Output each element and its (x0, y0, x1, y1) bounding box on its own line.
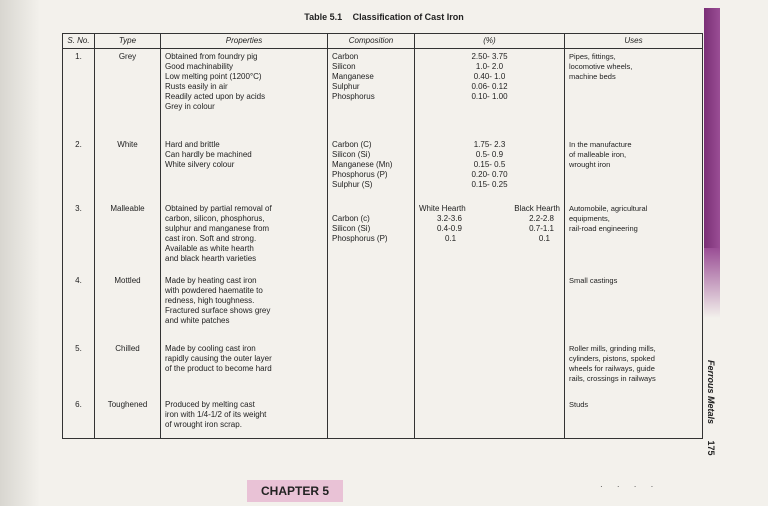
percent-value: 0.15- 0.5 (473, 159, 506, 169)
row-type: Grey (95, 49, 161, 137)
use-line: Pipes, fittings, (569, 52, 616, 61)
white-hearth-value: 3.2-3.6 (437, 213, 462, 223)
chapter-tab: CHAPTER 5 (247, 480, 343, 502)
table-number: Table 5.1 (304, 12, 343, 22)
percent-value: 1.0- 2.0 (475, 62, 504, 71)
property-line: carbon, silicon, phosphorus, (165, 213, 265, 223)
use-line: rail-road engineering (569, 223, 638, 233)
property-line: rapidly causing the outer layer (165, 353, 272, 363)
property-line: of the product to become hard (165, 363, 272, 373)
header-composition: Composition (328, 34, 415, 49)
property-line: Grey in colour (165, 102, 215, 111)
header-type: Type (95, 34, 161, 49)
row-composition (328, 201, 415, 273)
property-line: Obtained by partial removal of (165, 203, 272, 213)
row-number: 3. (63, 201, 95, 273)
white-hearth-value: 0.4-0.9 (437, 223, 462, 233)
table-title: Classification of Cast Iron (352, 12, 464, 22)
row-uses (565, 397, 703, 439)
table-header-row (63, 34, 703, 49)
hearth-row (419, 224, 560, 234)
property-line: White silvery colour (165, 159, 235, 169)
use-line: Roller mills, grinding mills, (569, 343, 656, 353)
row-properties (161, 49, 328, 137)
hearth-row (419, 214, 560, 224)
percent-value: 0.40- 1.0 (473, 72, 506, 81)
row-number: 5. (63, 341, 95, 397)
white-hearth-header: White Hearth (419, 203, 466, 213)
row-percent (415, 397, 565, 439)
row-properties (161, 341, 328, 397)
element-name: Carbon (332, 52, 359, 61)
row-percent (415, 341, 565, 397)
row-type: Toughened (95, 397, 161, 439)
element-name: Silicon (Si) (332, 149, 371, 159)
property-line: Rusts easily in air (165, 82, 228, 91)
percent-value: 0.15- 0.25 (471, 179, 508, 189)
table-row (63, 397, 703, 439)
row-percent (415, 201, 565, 273)
element-name: Phosphorus (P) (332, 169, 388, 179)
use-line: of malleable iron, (569, 149, 627, 159)
property-line: Readily acted upon by acids (165, 92, 266, 101)
table-row (63, 49, 703, 137)
row-composition (328, 341, 415, 397)
black-hearth-header: Black Hearth (514, 203, 560, 213)
row-uses (565, 273, 703, 341)
element-name: Carbon (C) (332, 139, 372, 149)
percent-value: 0.10- 1.00 (471, 92, 508, 101)
element-name: Silicon (332, 62, 356, 71)
percent-value: 1.75- 2.3 (473, 139, 506, 149)
element-name: Sulphur (332, 82, 360, 91)
table-row (63, 341, 703, 397)
page-number: 175 (706, 440, 716, 456)
row-composition (328, 273, 415, 341)
element-name: Sulphur (S) (332, 179, 373, 189)
use-line: equipments, (569, 213, 610, 223)
header-properties: Properties (161, 34, 328, 49)
black-hearth-value: 2.2-2.8 (529, 213, 554, 223)
row-composition (328, 397, 415, 439)
property-line: with powdered haematite to (165, 285, 263, 295)
row-composition (328, 49, 415, 137)
use-line: In the manufacture (569, 139, 632, 149)
property-line: cast iron. Soft and strong. (165, 233, 257, 243)
row-properties (161, 273, 328, 341)
page-shadow (0, 0, 40, 506)
property-line: of wrought iron scrap. (165, 419, 242, 429)
hearth-headers (419, 204, 560, 214)
use-line: cylinders, pistons, spoked (569, 353, 655, 363)
property-line: Produced by melting cast (165, 399, 255, 409)
row-number: 6. (63, 397, 95, 439)
row-properties (161, 397, 328, 439)
use-line: Automobile, agricultural (569, 203, 648, 213)
property-line: Obtained from foundry pig (165, 52, 258, 61)
hearth-row (419, 234, 560, 244)
row-number: 1. (63, 49, 95, 137)
property-line: Good machinability (165, 62, 234, 71)
white-hearth-value: 0.1 (445, 233, 457, 243)
row-uses (565, 201, 703, 273)
use-line: Small castings (569, 275, 618, 285)
row-uses (565, 137, 703, 201)
header-sno: S. No. (63, 34, 95, 49)
percent-value: 0.20- 0.70 (471, 169, 508, 179)
print-specks: · · · · (600, 482, 660, 491)
running-head (706, 360, 716, 456)
running-head-section: Ferrous Metals (706, 360, 716, 425)
row-type: White (95, 137, 161, 201)
table-row (63, 201, 703, 273)
property-line: iron with 1/4-1/2 of its weight (165, 409, 267, 419)
element-name: Phosphorus (332, 92, 375, 101)
header-uses: Uses (565, 34, 703, 49)
chapter-color-bar (704, 8, 720, 248)
row-uses (565, 49, 703, 137)
table-row (63, 137, 703, 201)
row-number: 2. (63, 137, 95, 201)
percent-value: 0.5- 0.9 (475, 149, 504, 159)
property-line: sulphur and manganese from (165, 223, 270, 233)
property-line: Hard and brittle (165, 139, 220, 149)
use-line: wheels for railways, guide (569, 363, 655, 373)
use-line: locomotive wheels, (569, 62, 633, 71)
row-percent (415, 49, 565, 137)
use-line: rails, crossings in railways (569, 373, 656, 383)
element-name: Phosphorus (P) (332, 233, 388, 243)
header-percent: (%) (415, 34, 565, 49)
element-name: Manganese (332, 72, 374, 81)
element-name: Carbon (c) (332, 213, 370, 223)
cast-iron-table (62, 33, 703, 439)
row-properties (161, 201, 328, 273)
use-line: wrought iron (569, 159, 611, 169)
row-number: 4. (63, 273, 95, 341)
black-hearth-value: 0.1 (538, 233, 550, 243)
row-type: Chilled (95, 341, 161, 397)
property-line: Available as white hearth (165, 243, 254, 253)
property-line: and black hearth varieties (165, 253, 257, 263)
percent-value: 2.50- 3.75 (471, 52, 508, 61)
row-composition (328, 137, 415, 201)
property-line: and white patches (165, 315, 230, 325)
black-hearth-value: 0.7-1.1 (529, 223, 554, 233)
property-line: Made by heating cast iron (165, 275, 257, 285)
use-line: machine beds (569, 72, 616, 81)
property-line: Fractured surface shows grey (165, 305, 271, 315)
use-line: Studs (569, 399, 589, 409)
property-line: redness, high toughness. (165, 295, 255, 305)
chapter-color-bar-fade (704, 248, 720, 318)
row-type: Mottled (95, 273, 161, 341)
element-name: Silicon (Si) (332, 223, 371, 233)
row-type: Malleable (95, 201, 161, 273)
table-row (63, 273, 703, 341)
table-caption (0, 12, 768, 22)
element-name: Manganese (Mn) (332, 159, 393, 169)
row-properties (161, 137, 328, 201)
property-line: Can hardly be machined (165, 149, 252, 159)
percent-value: 0.06- 0.12 (471, 82, 508, 91)
property-line: Low melting point (1200°C) (165, 72, 262, 81)
row-percent (415, 273, 565, 341)
row-percent (415, 137, 565, 201)
row-uses (565, 341, 703, 397)
property-line: Made by cooling cast iron (165, 343, 256, 353)
